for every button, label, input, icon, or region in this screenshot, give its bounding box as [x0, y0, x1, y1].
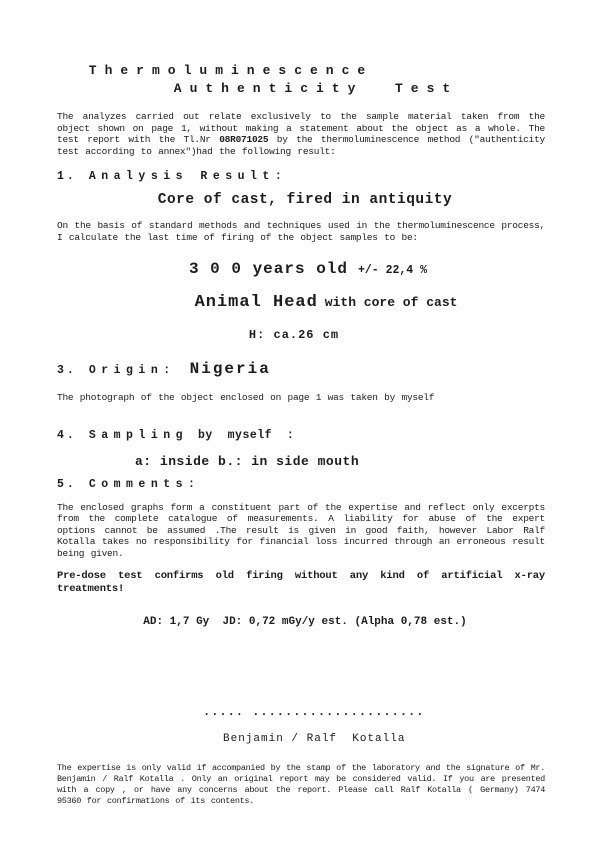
- object-detail: with core of cast: [324, 294, 458, 310]
- comments-paragraph: The enclosed graphs form a constituent part of the expertise and reflect only excerpts from the complete catalogue of measurements. A liability for abuse of the expert options cannot be assumed .The result is given in good faith, however Labor Ralf Kotalla takes no responsibility for financial loss incurred through an erroneous result being given.: [57, 501, 545, 559]
- origin-value: Nigeria: [189, 359, 271, 378]
- section-comments-heading: [57, 478, 545, 492]
- basis-paragraph: On the basis of standard methods and techniques used in the thermoluminescence process, I calculate the last time of firing of the object samples to be:: [57, 220, 545, 243]
- section-sampling-heading: [57, 428, 545, 443]
- age-result-line: [57, 259, 545, 281]
- document-title-line1: Thermoluminescence: [88, 63, 374, 78]
- signatory-name: Benjamin / Ralf Kotalla: [223, 732, 406, 745]
- analysis-result: Core of cast, fired in antiquity: [157, 192, 453, 209]
- report-number: 08R071025: [219, 134, 269, 146]
- section-analysis-label: Analysis Result:: [88, 170, 288, 184]
- sampling-locations: a: inside b.: in side mouth: [135, 453, 360, 469]
- section-origin-label: Origin:: [88, 363, 176, 377]
- section-analysis-number: 1.: [57, 170, 77, 184]
- document-title-line2: Authenticity Test: [173, 81, 459, 96]
- object-height: H: ca.26 cm: [248, 327, 340, 342]
- section-sampling-suffix: by myself :: [198, 428, 295, 442]
- section-analysis-heading: [57, 170, 545, 184]
- validity-note: The expertise is only valid if accompanied by the stamp of the laboratory and the signature of Mr. Benjamin / Ralf Kotalla . Only an original report may be considered valid. If you are presented with a copy , or have any concerns about the report. Please call Ralf Kotalla ( Germany) 7474 95360 for confirmations of its contents.: [57, 762, 545, 806]
- object-name: Animal Head: [194, 292, 318, 312]
- predose-statement: Pre-dose test confirms old firing without any kind of artificial x-ray treatments!: [57, 569, 545, 595]
- age-value: 3 0 0 years old: [188, 259, 348, 278]
- intro-text-pre: The analyzes carried out relate exclusively to the sample material taken from the object shown on page 1, without making a statement about the object as a whole. The test report with the Tl.Nr: [57, 111, 545, 146]
- section-sampling-number: 4.: [57, 428, 77, 442]
- section-origin-heading: [57, 359, 545, 381]
- signature-dotted-line: ..... .....................: [203, 704, 425, 719]
- intro-paragraph: [57, 111, 545, 157]
- age-tolerance: +/- 22,4 %: [358, 263, 428, 277]
- section-sampling-label: Sampling: [88, 428, 189, 442]
- object-description-line: [57, 291, 545, 314]
- section-origin-number: 3.: [57, 363, 77, 377]
- dose-values: AD: 1,7 Gy JD: 0,72 mGy/y est. (Alpha 0,78 est.): [143, 615, 467, 628]
- section-comments-number: 5.: [57, 477, 77, 491]
- photo-note: The photograph of the object enclosed on page 1 was taken by myself: [57, 391, 435, 403]
- intro-text-post: by the thermoluminescence method ("authenticity test according to annex")had the following result:: [57, 134, 545, 157]
- section-comments-label: Comments:: [88, 477, 201, 491]
